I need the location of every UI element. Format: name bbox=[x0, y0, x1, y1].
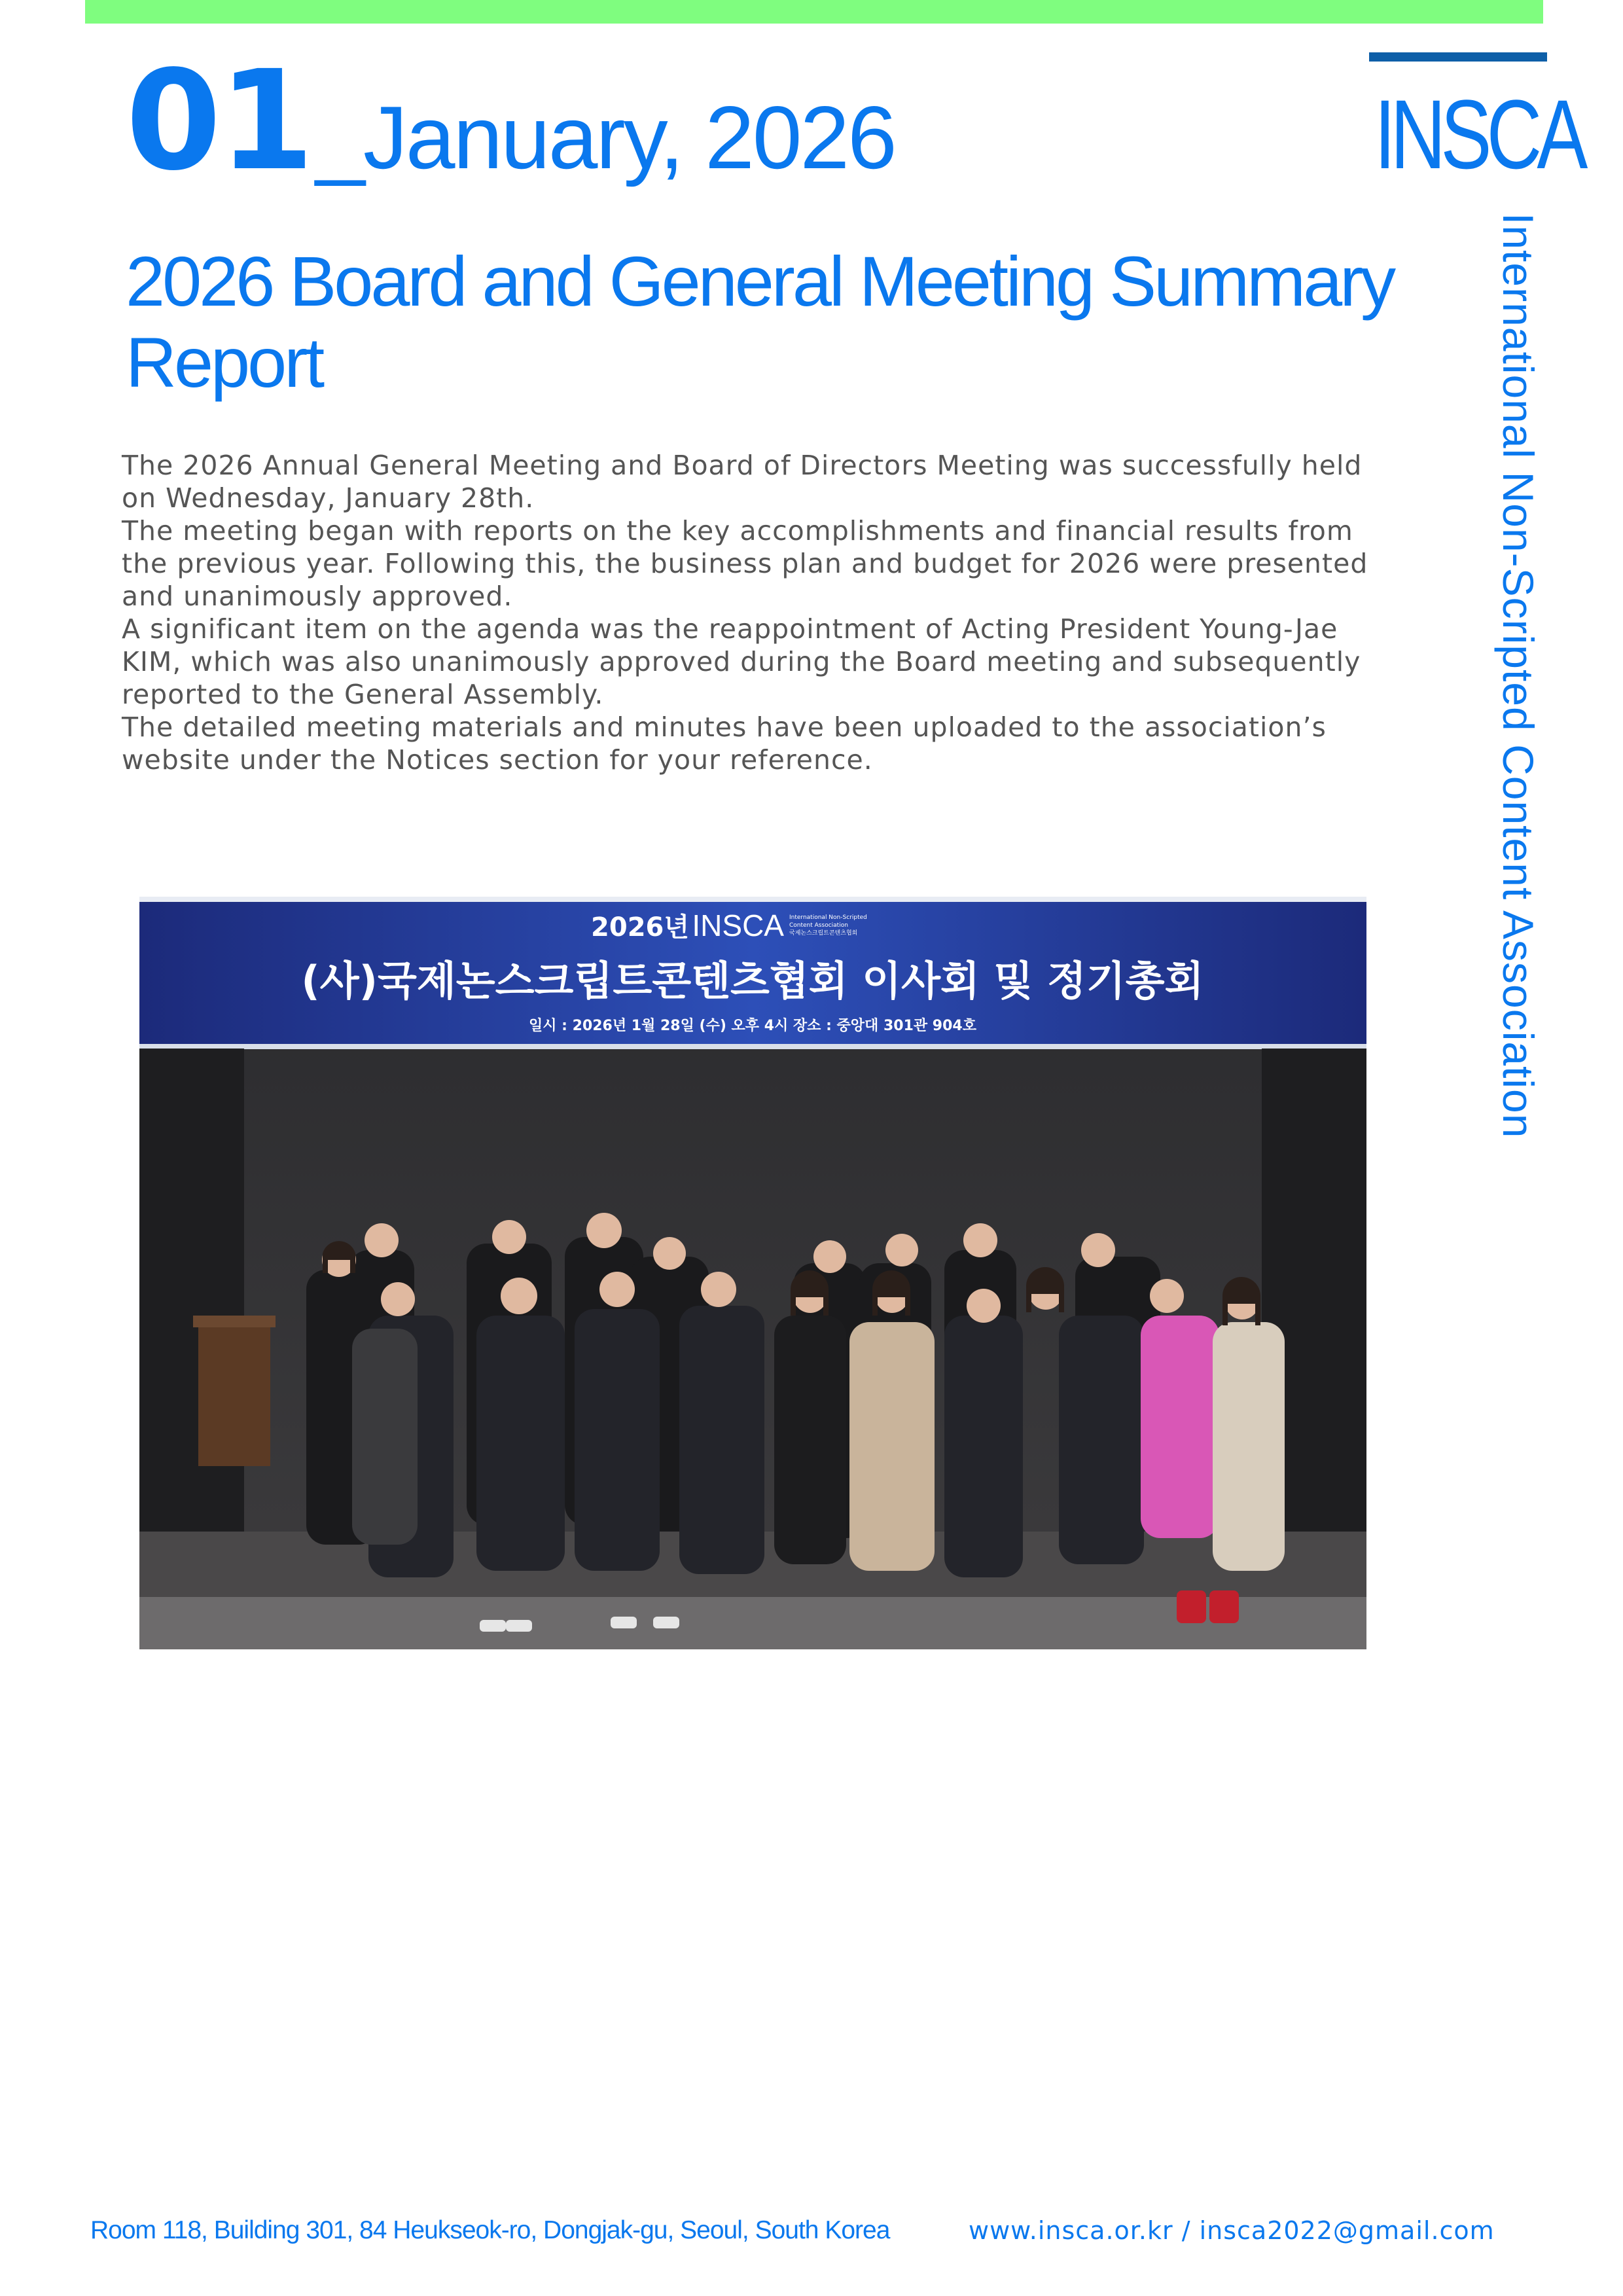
banner-logo-sub3: 국제논스크립트콘텐츠협회 bbox=[789, 930, 858, 937]
issue-date: _January, 2026 bbox=[315, 88, 895, 187]
article-paragraph: The 2026 Annual General Meeting and Board of Directors Meeting was successfully held on Wednesday, January 28th. bbox=[122, 450, 1363, 514]
group-photo-illustration bbox=[139, 897, 1366, 1649]
banner-logo-sub2: Content Association bbox=[789, 922, 848, 929]
issue-number: 01 bbox=[126, 41, 312, 201]
article-paragraph: The detailed meeting materials and minutes have been uploaded to the association’s website under the Notices section for your reference. bbox=[122, 711, 1327, 776]
footer-contact[interactable]: www.insca.or.kr / insca2022@gmail.com bbox=[969, 2216, 1495, 2245]
banner-title: (사)국제논스크립트콘텐츠협회 이사회 및 정기총회 bbox=[301, 957, 1204, 1005]
article-title: 2026 Board and General Meeting Summary Report bbox=[126, 242, 1394, 402]
footer-address: Room 118, Building 301, 84 Heukseok-ro, Dongjak-gu, Seoul, South Korea bbox=[90, 2216, 890, 2244]
banner-logo: INSCA bbox=[692, 908, 784, 942]
issue-heading bbox=[126, 41, 895, 201]
logo-rule bbox=[1369, 52, 1547, 62]
insca-logo: INSCA bbox=[1374, 79, 1583, 189]
lectern bbox=[198, 1322, 270, 1466]
organization-name-vertical: International Non-Scripted Content Association bbox=[1494, 213, 1543, 1139]
banner-details: 일시 : 2026년 1월 28일 (수) 오후 4시 장소 : 중앙대 301관 904호 bbox=[529, 1018, 976, 1034]
article-paragraph: The meeting began with reports on the key accomplishments and financial results from the previous year. Following this, the business plan and budget for 2026 were presented and unanimously approved. bbox=[122, 515, 1368, 612]
banner-year: 2026년 bbox=[591, 912, 689, 942]
group-photo bbox=[139, 897, 1366, 1649]
banner-logo-sub1: International Non-Scripted bbox=[789, 914, 867, 921]
top-accent-bar bbox=[85, 0, 1543, 24]
article-paragraph: A significant item on the agenda was the reappointment of Acting President Young-Jae KIM, which was also unanimously approved during the Board meeting and subsequently reported to the General Assembly. bbox=[122, 613, 1361, 710]
article-body bbox=[122, 449, 1391, 776]
